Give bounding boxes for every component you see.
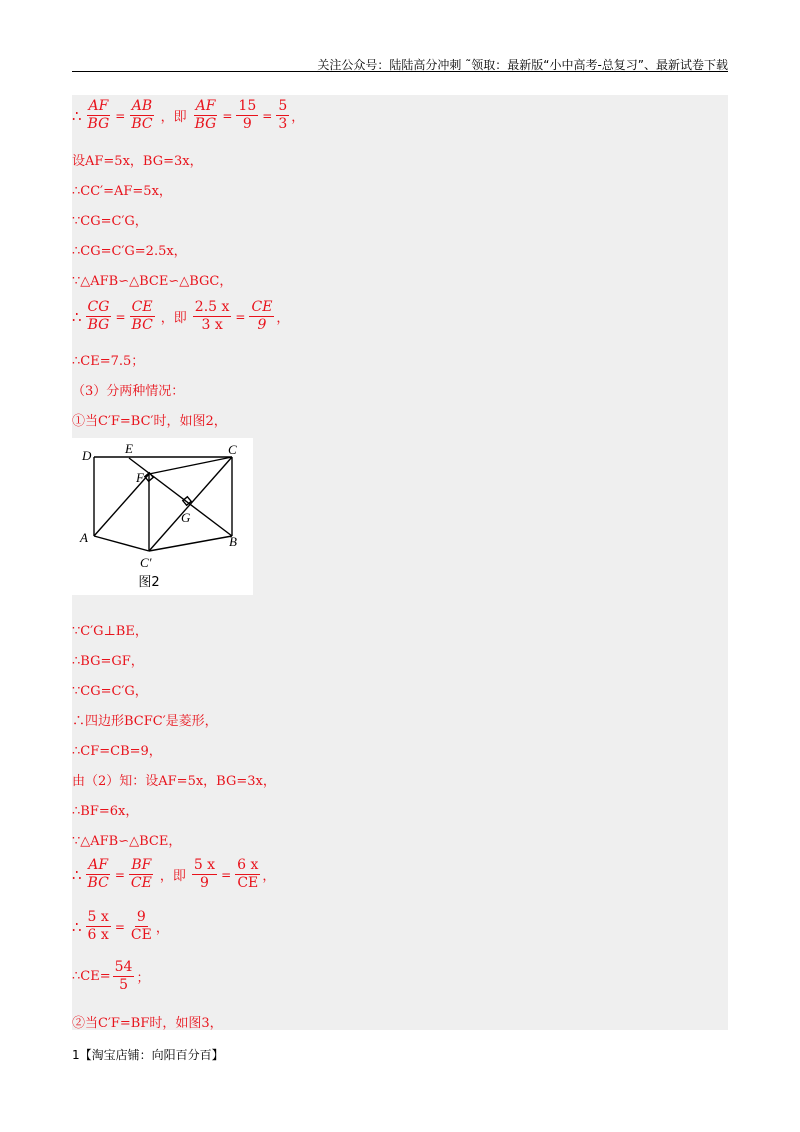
label-a: A [80, 530, 88, 545]
solution-line-5: ∴CG=C′G=2.5x， [72, 244, 187, 259]
solution-line-12: ∴BG=GF， [72, 654, 144, 669]
fraction: $\frac{15}{9}$ [238, 98, 257, 133]
label-c-prime: C′ [140, 555, 152, 570]
fraction: $\frac{CE}{BC}$ [131, 299, 153, 334]
solution-line-7: ∴ $\frac{CG}{BG}$ = $\frac{CE}{BC}$ ，即 $\frac{2.5 x}{3 x}$ = $\frac{CE}{9}$ ， [72, 299, 290, 334]
solution-line-19: ∴ $\frac{AF}{BC}$ = $\frac{BF}{CE}$ ，即 $\frac{5 x}{9}$ = $\frac{6 x}{CE}$ ， [72, 857, 276, 892]
label-d: D [82, 448, 92, 463]
fraction: $\frac{5}{3}$ [278, 98, 288, 133]
label-b: B [229, 534, 237, 549]
fraction: $\frac{6 x}{CE}$ [237, 857, 259, 892]
solution-line-11: ∵C′G⊥BE， [72, 624, 148, 639]
solution-line-8: ∴CE=7.5； [72, 354, 145, 369]
solution-line-17: ∴BF=6x， [72, 804, 139, 819]
fraction: $\frac{54}{5}$ [114, 959, 133, 994]
fraction: $\frac{CE}{9}$ [251, 299, 273, 334]
fraction: $\frac{AF}{BG}$ [87, 98, 110, 133]
fraction: $\frac{BF}{CE}$ [130, 857, 152, 892]
geometry-figure-2 [72, 438, 253, 595]
solution-line-18: ∵△AFB∽△BCE， [72, 834, 182, 849]
solution-line-4: ∵CG=C′G， [72, 214, 148, 229]
fraction: $\frac{5 x}{6 x}$ [87, 909, 109, 944]
solution-line-21: ∴CE= $\frac{54}{5}$ ； [72, 959, 150, 994]
label-c: C [228, 442, 237, 457]
header-divider [72, 71, 728, 72]
page-footer: 1【淘宝店铺：向阳百分百】 [72, 1048, 224, 1062]
fraction: $\frac{AF}{BG}$ [194, 98, 217, 133]
solution-line-1: ∴ $\frac{AF}{BG}$ = $\frac{AB}{BC}$ ，即 $\frac{AF}{BG}$ = $\frac{15}{9}$ = $\frac{5}{3}$ ， [72, 98, 305, 133]
fraction: $\frac{2.5 x}{3 x}$ [194, 299, 230, 334]
solution-line-9: （3）分两种情况： [72, 384, 185, 399]
solution-line-6: ∵△AFB∽△BCE∽△BGC， [72, 274, 233, 289]
label-f: F [136, 470, 144, 485]
solution-line-16: 由（2）知：设AF=5x，BG=3x， [72, 774, 276, 789]
fraction: $\frac{CG}{BG}$ [87, 299, 110, 334]
fraction: $\frac{AB}{BC}$ [131, 98, 153, 133]
solution-line-10: ①当C′F=BC′时，如图2， [72, 414, 227, 429]
label-g: G [181, 510, 191, 525]
solution-line-13: ∵CG=C′G， [72, 684, 148, 699]
solution-line-22: ②当C′F=BF时，如图3， [72, 1016, 223, 1031]
fraction: $\frac{5 x}{9}$ [193, 857, 216, 892]
solution-line-20: ∴ $\frac{5 x}{6 x}$ = $\frac{9}{CE}$ ， [72, 909, 169, 944]
fraction: $\frac{9}{CE}$ [130, 909, 152, 944]
figure-diagram [72, 438, 253, 595]
fraction: $\frac{AF}{BC}$ [87, 857, 109, 892]
label-e: E [125, 441, 133, 456]
solution-line-3: ∴CC′=AF=5x， [72, 184, 172, 199]
therefore-symbol: ∴ [72, 106, 82, 125]
solution-line-15: ∴CF=CB=9， [72, 744, 162, 759]
page-header: 关注公众号：陆陆高分冲刺 ˜领取：最新版“小中高考-总复习”、最新试卷下载 [317, 58, 728, 72]
solution-line-14: ∴四边形BCFC′是菱形， [72, 714, 218, 729]
solution-line-2: 设AF=5x，BG=3x， [72, 154, 203, 169]
figure-caption: 图2 [138, 575, 160, 590]
